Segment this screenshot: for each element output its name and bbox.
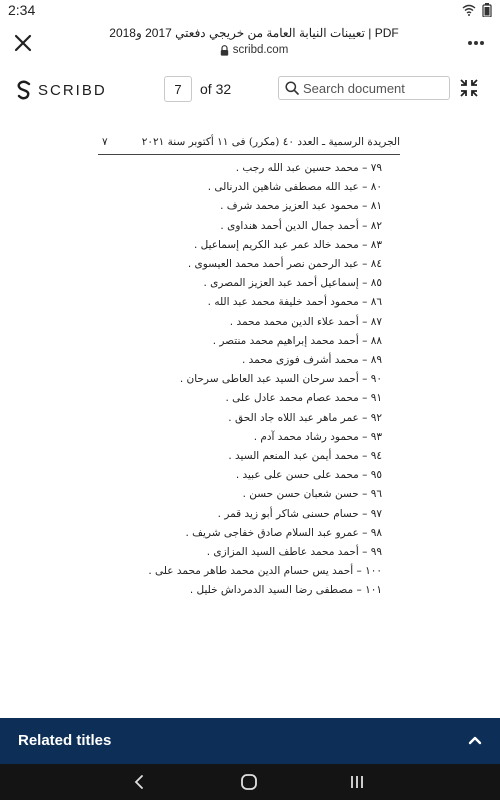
scribd-logo-icon [16,80,32,100]
recents-icon [349,774,365,790]
page-url[interactable] [96,44,412,56]
list-item: ٩٣ – محمود رشاد محمد آدم . [253,430,382,443]
wifi-icon [462,4,476,16]
document-page [0,118,500,718]
page-title: تعيينات النيابة العامة من خريجي دفعتي 2017 و2018 | PDF [109,26,399,40]
document-header [98,136,400,155]
list-item: ٩٩ – أحمد محمد عاطف السيد المزازى . [206,546,382,558]
chevron-up-icon[interactable] [466,732,484,750]
gazette-header-title: الجريدة الرسمية ـ العدد ٤٠ (مكرر) فى ١١ أكتوبر سنة ٢٠٢١ [141,136,400,148]
more-options-button[interactable] [464,31,488,55]
list-item: ٨٨ – أحمد محمد إبراهيم محمد منتصر . [212,334,382,347]
close-icon [14,34,32,52]
system-nav-bar [0,764,500,800]
list-item: ٨٠ – عبد الله مصطفى شاهين الدرنالى . [207,181,382,194]
list-item: ٨١ – محمود عبد العزيز محمد شرف . [220,200,382,213]
status-icons [462,3,492,17]
list-item: ٩٥ – محمد على حسن على عبيد . [235,469,382,482]
list-item: ٨٣ – محمد خالد عمر عبد الكريم إسماعيل . [193,238,382,251]
back-icon [133,774,145,790]
list-item: ٩٦ – حسن شعبان حسن حسن . [242,488,382,501]
lock-icon [220,45,229,56]
list-item: ٩٨ – عمرو عبد السلام صادق خفاجى شريف . [185,526,382,539]
nav-back-button[interactable] [128,771,150,793]
search-box[interactable] [278,76,450,100]
search-icon [285,81,299,95]
list-item: ٨٥ – إسماعيل أحمد عبد العزيز المصرى . [203,277,382,290]
list-item: ٩٤ – محمد أيمن عبد المنعم السيد . [228,450,382,462]
gazette-page-number: ٧ [102,136,108,148]
nav-recents-button[interactable] [346,771,368,793]
search-input[interactable] [303,81,443,96]
list-item: ١٠١ – مصطفى رضا السيد الدمرداش خليل . [189,584,382,597]
list-item: ٩٧ – حسام حسنى شاكر أبو زيد قمر . [217,507,382,520]
nav-home-button[interactable] [238,771,260,793]
status-bar [0,0,500,22]
status-time: 2:34 [8,2,36,18]
battery-icon [482,3,492,17]
collapse-fullscreen-icon[interactable] [460,79,478,97]
more-vertical-icon [467,40,485,46]
scribd-logo[interactable] [16,80,107,100]
page-number-input[interactable]: 7 [164,76,192,102]
logo-text: SCRIBD [38,81,107,99]
document-toolbar [0,64,500,119]
list-item: ٩٠ – أحمد سرحان السيد عبد العاطى سرحان . [179,373,382,386]
list-item: ٩١ – محمد عصام محمد عادل على . [225,392,382,405]
url-text: scribd.com [232,44,289,56]
close-tab-button[interactable] [10,30,36,56]
list-item: ٨٦ – محمود أحمد خليفة محمد عبد الله . [207,296,382,309]
list-item: ١٠٠ – أحمد يس حسام الدين محمد طاهر محمد على . [148,565,382,578]
list-item: ٨٧ – أحمد علاء الدين محمد محمد . [229,315,382,328]
browser-top-bar [0,22,500,64]
list-item: ٧٩ – محمد حسين عبد الله رجب . [235,162,382,174]
list-item: ٨٩ – محمد أشرف فوزى محمد . [242,354,382,366]
home-icon [240,773,258,791]
related-titles-label: Related titles [18,732,112,749]
list-item: ٨٤ – عبد الرحمن نصر أحمد محمد العيسوى . [187,258,382,270]
page-total: of 32 [200,81,232,97]
page-navigator [164,76,231,102]
list-item: ٩٢ – عمر ماهر عبد اللاه جاد الحق . [228,411,382,424]
list-item: ٨٢ – أحمد جمال الدين أحمد هنداوى . [220,219,382,232]
related-titles-bar[interactable] [0,718,500,764]
